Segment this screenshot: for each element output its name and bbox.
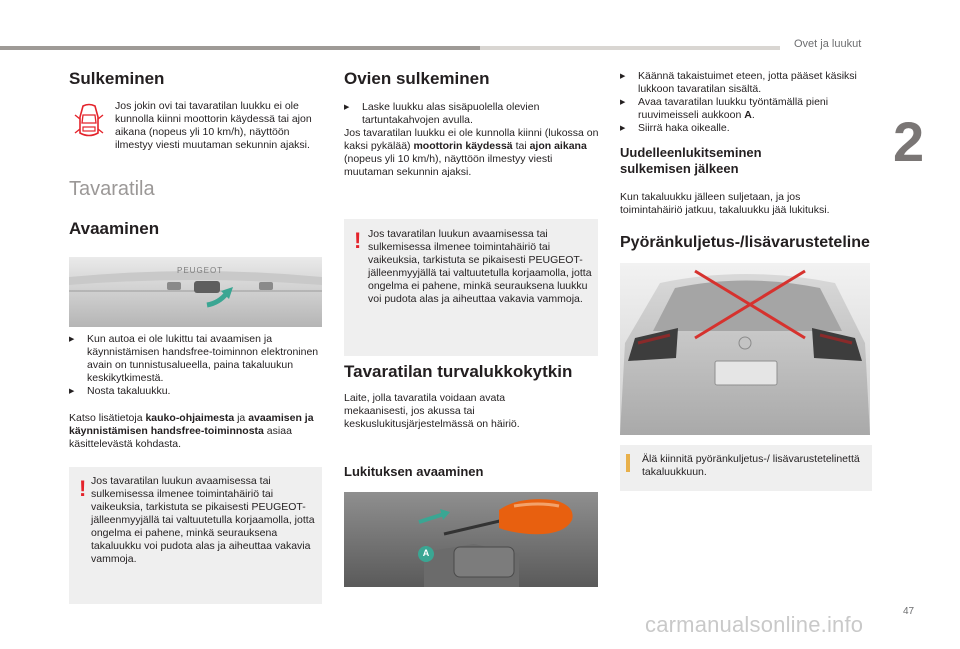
info-box bbox=[620, 445, 872, 491]
warning-box-2 bbox=[344, 219, 598, 356]
ovien-step-1: ▶ Laske luukku alas sisäpuolella olevien tartuntakahvojen avulla. bbox=[344, 101, 600, 127]
warning-exclamation-icon: ! bbox=[354, 228, 362, 253]
warning-text-1: Jos tavaratilan luukun avaamisessa tai sulkemisessa ilmenee toimintahäiriö tai vaikeuksia, tarkistuta se pikaisesti PEUGEOT-jälleenmyyjällä tai valtuutetulla korjaamolla, jotta ongelma ei pahene, minkä seurauksena takaluukku voi pudota alas ja aiheuttaa vakavia vammoja. bbox=[91, 475, 315, 565]
tailgate-switch-image bbox=[69, 257, 322, 327]
avaaminen-step-1: ▶ Kun autoa ei ole lukittu tai avaamisen ja käynnistämisen handsfree-toiminnon elektroninen avain on tunnistusalueella, paina takaluukun keskikytkimestä. bbox=[69, 333, 324, 385]
lukituksen-step-3: ▶ Siirrä haka oikealle. bbox=[620, 122, 865, 135]
section-title: Ovet ja luukut bbox=[794, 38, 862, 50]
info-icon bbox=[626, 454, 630, 472]
tavaratila-heading: Tavaratila bbox=[69, 178, 155, 200]
uudelleenlukitseminen-text: Kun takaluukku jälleen suljetaan, ja jos toimintahäiriö jatkuu, takaluukku jää lukituksi. bbox=[620, 191, 830, 216]
lukituksen-avaaminen-heading: Lukituksen avaaminen bbox=[344, 464, 484, 479]
door-alarm-text: Jos jokin ovi tai tavaratilan luukku ei ole kunnolla kiinni moottorin käydessä tai ajon aikana (nopeus yli 10 km/h), näyttöön ilmestyy viesti muutaman sekunnin ajaksi. bbox=[115, 100, 312, 151]
peugeot-lettering: PEUGEOT bbox=[177, 266, 224, 275]
sulkeminen-heading: Sulkeminen bbox=[69, 69, 165, 88]
rear-car-image bbox=[620, 263, 870, 435]
see-also-text: Katso lisätietoja kauko-ohjaimesta ja avaamisen ja käynnistämisen handsfree-toiminnosta asiaa käsittelevästä kohdasta. bbox=[69, 412, 314, 450]
lukituksen-step-1: ▶ Käännä takaistuimet eteen, jotta pääset käsiksi lukkoon tavaratilan sisältä. bbox=[620, 70, 865, 96]
avaaminen-heading: Avaaminen bbox=[69, 219, 160, 238]
warning-box-1 bbox=[69, 467, 322, 604]
avaaminen-step-2: ▶ Nosta takaluukku. bbox=[69, 385, 324, 398]
lukituksen-step-2: ▶ Avaa tavaratilan luukku työntämällä pieni ruuvimeisseli aukkoon A. bbox=[620, 96, 865, 122]
ovien-paragraph: Jos tavaratilan luukku ei ole kunnolla kiinni (lukossa on kaksi pykälää) moottorin käydessä tai ajon aikana (nopeus yli 10 km/h), näyttöön ilmestyy viesti muutaman sekunnin ajaksi. bbox=[344, 127, 599, 178]
header-bar-light bbox=[480, 46, 780, 50]
warning-exclamation-icon: ! bbox=[79, 476, 87, 501]
pyoranteline-heading: Pyöränkuljetus-/lisävarusteteline bbox=[620, 234, 870, 251]
ovien-sulkeminen-heading: Ovien sulkeminen bbox=[344, 69, 490, 88]
marker-a: A bbox=[422, 548, 430, 558]
door-open-warning-icon bbox=[74, 103, 104, 141]
emergency-lock-image bbox=[344, 492, 598, 587]
warning-text-2: Jos tavaratilan luukun avaamisessa tai sulkemisessa ilmenee toimintahäiriö tai vaikeuksia, tarkistuta se pikaisesti PEUGEOT-jälleenmyyjällä tai valtuutetulla korjaamolla, jotta ongelma ei pahene, minkä seurauksena luukku voi pudota alas ja aiheuttaa vakavia vammoja. bbox=[368, 228, 592, 305]
watermark: carmanualsonline.info bbox=[645, 612, 864, 637]
page-number: 47 bbox=[903, 606, 915, 617]
info-text: Älä kiinnitä pyöränkuljetus-/ lisävarustetelinettä takaluukkuun. bbox=[642, 453, 860, 478]
uudelleenlukitseminen-heading: Uudelleenlukitseminen sulkemisen jälkeen bbox=[620, 145, 762, 176]
turvalukko-text: Laite, jolla tavaratila voidaan avata mekaanisesti, jos akussa tai keskuslukitusjärjestelmässä on häiriö. bbox=[344, 392, 520, 430]
header-bar-dark bbox=[0, 46, 480, 50]
chapter-number: 2 bbox=[893, 110, 925, 173]
turvalukkokytkin-heading: Tavaratilan turvalukkokytkin bbox=[344, 362, 573, 381]
